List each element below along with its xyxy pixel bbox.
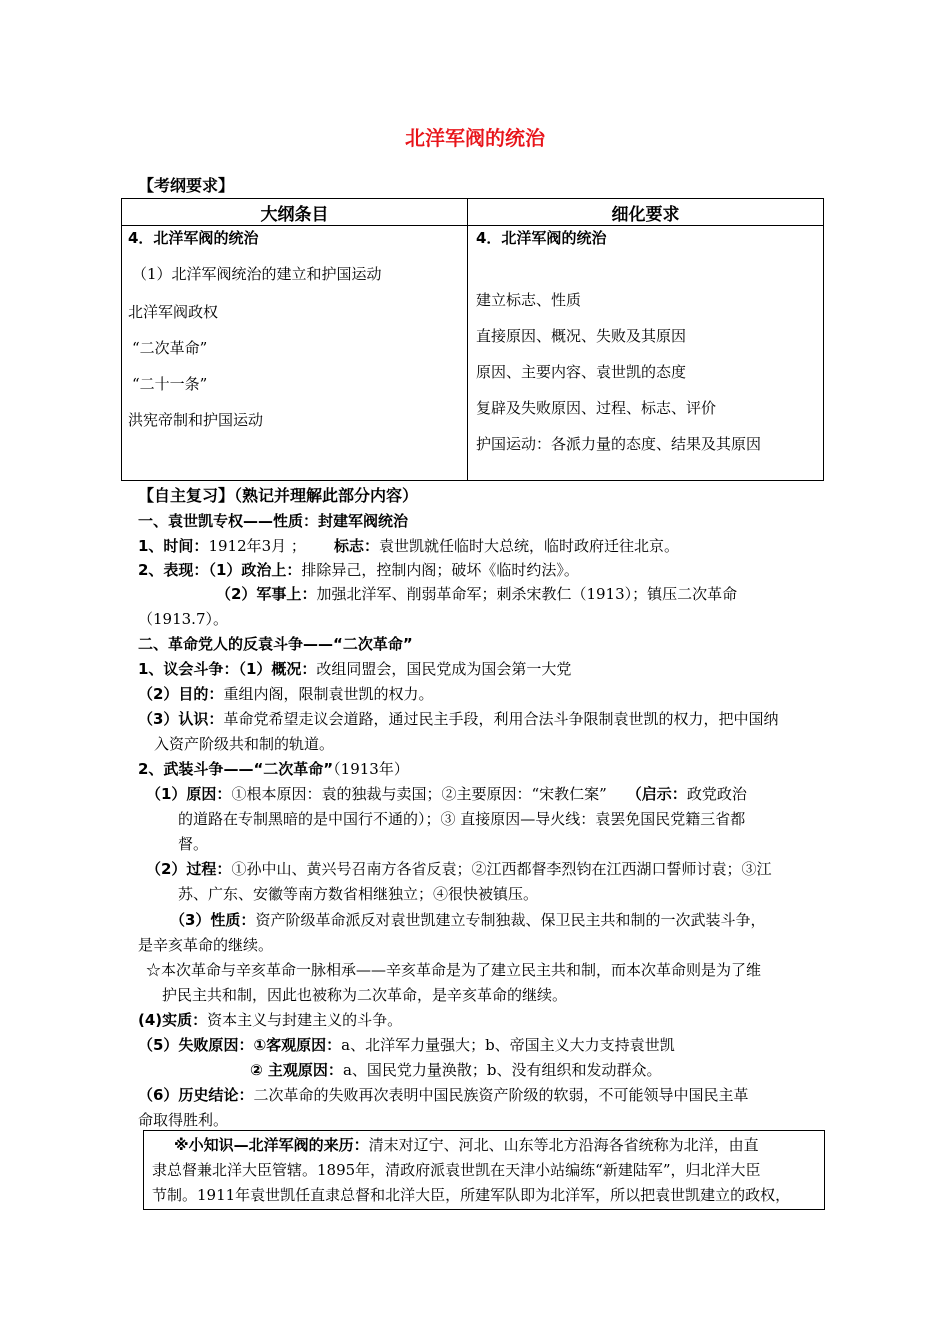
military-label: （2）军事上： xyxy=(216,585,317,603)
outline-right-item: 建立标志、性质 xyxy=(476,291,582,309)
subjective-line xyxy=(250,1060,662,1080)
politics-value: 排除异己，控制内阁；破坏《临时约法》。 xyxy=(301,561,579,579)
understanding-value: 革命党希望走议会道路，通过民主手段，利用合法斗争限制袁世凯的权力，把中国纳 xyxy=(223,710,779,728)
parliament-line xyxy=(138,659,571,679)
star-note-line-2: 护民主共和制，因此也被称为二次革命，是辛亥革命的继续。 xyxy=(162,986,568,1004)
col-header-left: 大纲条目 xyxy=(122,199,468,226)
failure-label: （5）失败原因：①客观原因： xyxy=(138,1036,342,1054)
note-line-1 xyxy=(174,1135,759,1155)
note-label: ※小知识—北洋军阀的来历： xyxy=(174,1136,369,1154)
outline-left-item: 4．北洋军阀的统治 xyxy=(128,229,259,247)
nature-line xyxy=(170,910,765,930)
review-heading: 【自主复习】（熟记并理解此部分内容） xyxy=(138,486,419,505)
subjective-label: ② 主观原因： xyxy=(250,1061,343,1079)
parliament-label: 1、议会斗争：（1）概况： xyxy=(138,660,317,678)
cause-line-2: 的道路在专制黑暗的是中国行不通的）；③ 直接原因—导火线：袁罢免国民党籍三省都 xyxy=(178,810,746,828)
conclusion-label: （6）历史结论： xyxy=(138,1086,254,1104)
nature-line-2: 是辛亥革命的继续。 xyxy=(138,936,274,954)
cause-label: （1）原因： xyxy=(146,785,232,803)
star-note-line: ☆本次革命与辛亥革命一脉相承——辛亥革命是为了建立民主共和制，而本次革命则是为了维 xyxy=(146,961,762,979)
essence-label: (4)实质： xyxy=(138,1011,208,1029)
understanding-line-2: 入资产阶级共和制的轨道。 xyxy=(154,735,335,753)
process-value: ①孙中山、黄兴号召南方各省反袁；②江西都督李烈钧在江西湖口誓师讨袁；③江 xyxy=(231,860,772,878)
mark-label: 标志： xyxy=(333,537,379,555)
understanding-line xyxy=(138,709,778,729)
outline-left-item: 北洋军阀政权 xyxy=(128,303,219,321)
conclusion-line-2: 命取得胜利。 xyxy=(138,1111,229,1129)
section-1-heading: 一、袁世凯专权——性质：封建军阀统治 xyxy=(138,512,409,530)
knowledge-note-box xyxy=(143,1130,825,1210)
failure-value: a、北洋军力量强大；b、帝国主义大力支持袁世凯 xyxy=(341,1036,675,1054)
outline-left-item: “二十一条” xyxy=(132,375,208,393)
col-header-right: 细化要求 xyxy=(468,199,824,226)
conclusion-line xyxy=(138,1085,748,1105)
purpose-value: 重组内阁，限制袁世凯的权力。 xyxy=(223,685,434,703)
politics-label: （1）政治上： xyxy=(208,561,302,579)
cause-line xyxy=(146,784,747,804)
note-line-3: 节制。1911年袁世凯任直隶总督和北洋大臣，所建军队即为北洋军，所以把袁世凯建立的政权， xyxy=(152,1186,791,1204)
essence-line xyxy=(138,1010,402,1030)
page-title: 北洋军阀的统治 xyxy=(405,126,545,150)
outline-left-item: （1）北洋军阀统治的建立和护国运动 xyxy=(132,265,382,283)
nature-label: （3）性质： xyxy=(170,911,256,929)
armed-struggle-year: （1913年） xyxy=(333,760,409,778)
process-label: （2）过程： xyxy=(146,860,232,878)
note-line-2: 隶总督兼北洋大臣管辖。1895年，清政府派袁世凯在天津小站编练“新建陆军”，归北洋大臣 xyxy=(152,1161,761,1179)
time-value: 1912年3月 ； xyxy=(208,537,306,555)
outline-right-item: 原因、主要内容、袁世凯的态度 xyxy=(476,363,687,381)
subjective-value: a、国民党力量涣散；b、没有组织和发动群众。 xyxy=(342,1061,662,1079)
outline-heading: 【考纲要求】 xyxy=(138,176,235,195)
failure-line xyxy=(138,1035,675,1055)
nature-value: 资产阶级革命派反对袁世凯建立专制独裁、保卫民主共和制的一次武装斗争， xyxy=(255,911,766,929)
perf-label: 2、表现： xyxy=(138,561,209,579)
outline-left-cell xyxy=(122,226,468,481)
note-text-1: 清末对辽宁、河北、山东等北方沿海各省统称为北洋，由直 xyxy=(368,1136,759,1154)
outline-right-item: 直接原因、概况、失败及其原因 xyxy=(476,327,687,345)
outline-right-cell xyxy=(468,226,824,481)
outline-left-item: “二次革命” xyxy=(132,339,208,357)
purpose-line xyxy=(138,684,433,704)
cause-value: ①根本原因：袁的独裁与卖国；②主要原因：“宋教仁案” xyxy=(231,785,607,803)
outline-table xyxy=(121,198,824,481)
process-line xyxy=(146,859,771,879)
outline-right-item: 护国运动：各派力量的态度、结果及其原因 xyxy=(476,435,762,453)
parliament-value: 改组同盟会，国民党成为国会第一大党 xyxy=(316,660,572,678)
military-line xyxy=(216,584,737,604)
hint-label: （启示： xyxy=(626,785,687,803)
purpose-label: （2）目的： xyxy=(138,685,224,703)
politics-line xyxy=(138,560,579,580)
military-line-2: （1913.7）。 xyxy=(138,610,228,628)
armed-struggle-line xyxy=(138,759,409,779)
conclusion-value: 二次革命的失败再次表明中国民族资产阶级的软弱，不可能领导中国民主革 xyxy=(253,1086,749,1104)
outline-right-item: 4．北洋军阀的统治 xyxy=(476,229,607,247)
process-line-2: 苏、广东、安徽等南方数省相继独立；④很快被镇压。 xyxy=(178,885,539,903)
outline-right-item: 复辟及失败原因、过程、标志、评价 xyxy=(476,399,717,417)
cause-line-3: 督。 xyxy=(178,835,209,853)
armed-struggle-label: 2、武装斗争——“二次革命” xyxy=(138,760,334,778)
section-2-heading: 二、革命党人的反袁斗争——“二次革命” xyxy=(138,635,413,653)
military-value: 加强北洋军、削弱革命军；刺杀宋教仁（1913）；镇压二次革命 xyxy=(316,585,738,603)
time-line xyxy=(138,536,679,556)
hint-value: 政党政治 xyxy=(686,785,747,803)
time-label: 1、时间： xyxy=(138,537,209,555)
essence-value: 资本主义与封建主义的斗争。 xyxy=(207,1011,403,1029)
understanding-label: （3）认识： xyxy=(138,710,224,728)
mark-value: 袁世凯就任临时大总统，临时政府迁往北京。 xyxy=(378,537,679,555)
outline-left-item: 洪宪帝制和护国运动 xyxy=(128,411,264,429)
